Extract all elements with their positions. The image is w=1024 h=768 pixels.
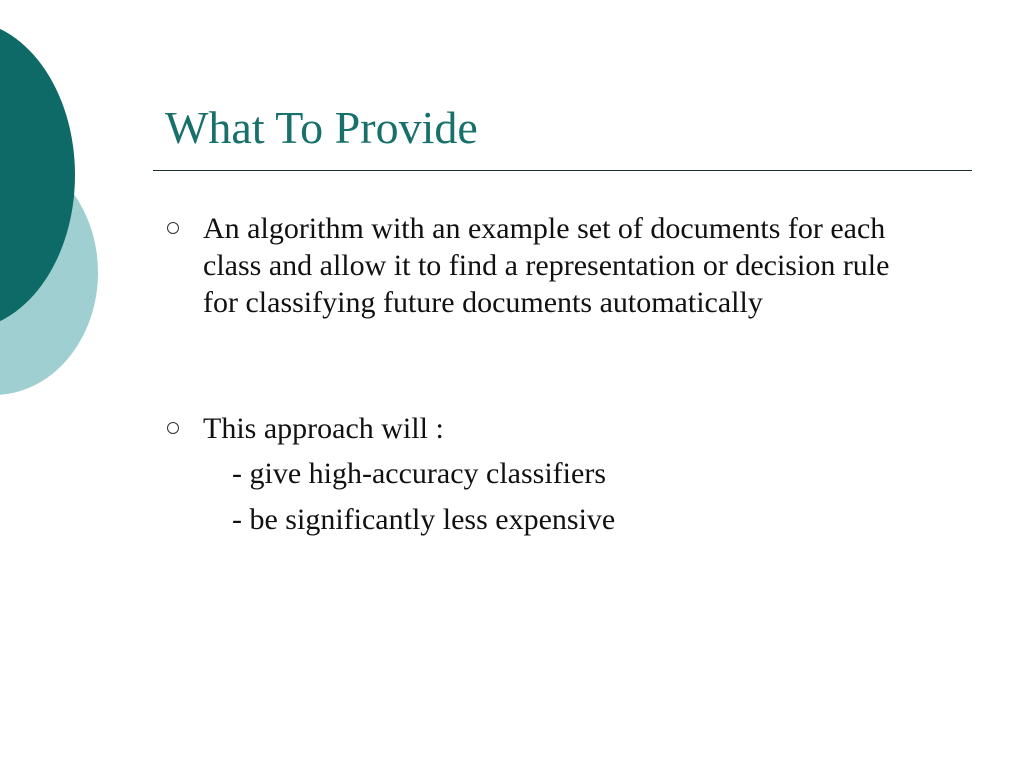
sub-item: - be significantly less expensive — [232, 503, 616, 536]
slide-title: What To Provide — [165, 102, 478, 153]
bullet-item — [165, 210, 915, 321]
bullet-item — [165, 410, 915, 447]
hollow-circle-bullet-icon — [167, 222, 179, 234]
hollow-circle-bullet-icon — [167, 422, 179, 434]
bullet-text: This approach will : — [203, 412, 444, 445]
title-divider — [153, 170, 972, 171]
sub-item: - give high-accuracy classifiers — [232, 457, 606, 490]
bullet-text: An algorithm with an example set of documents for each class and allow it to find a representation or decision rule for classifying future documents automatically — [203, 212, 890, 319]
